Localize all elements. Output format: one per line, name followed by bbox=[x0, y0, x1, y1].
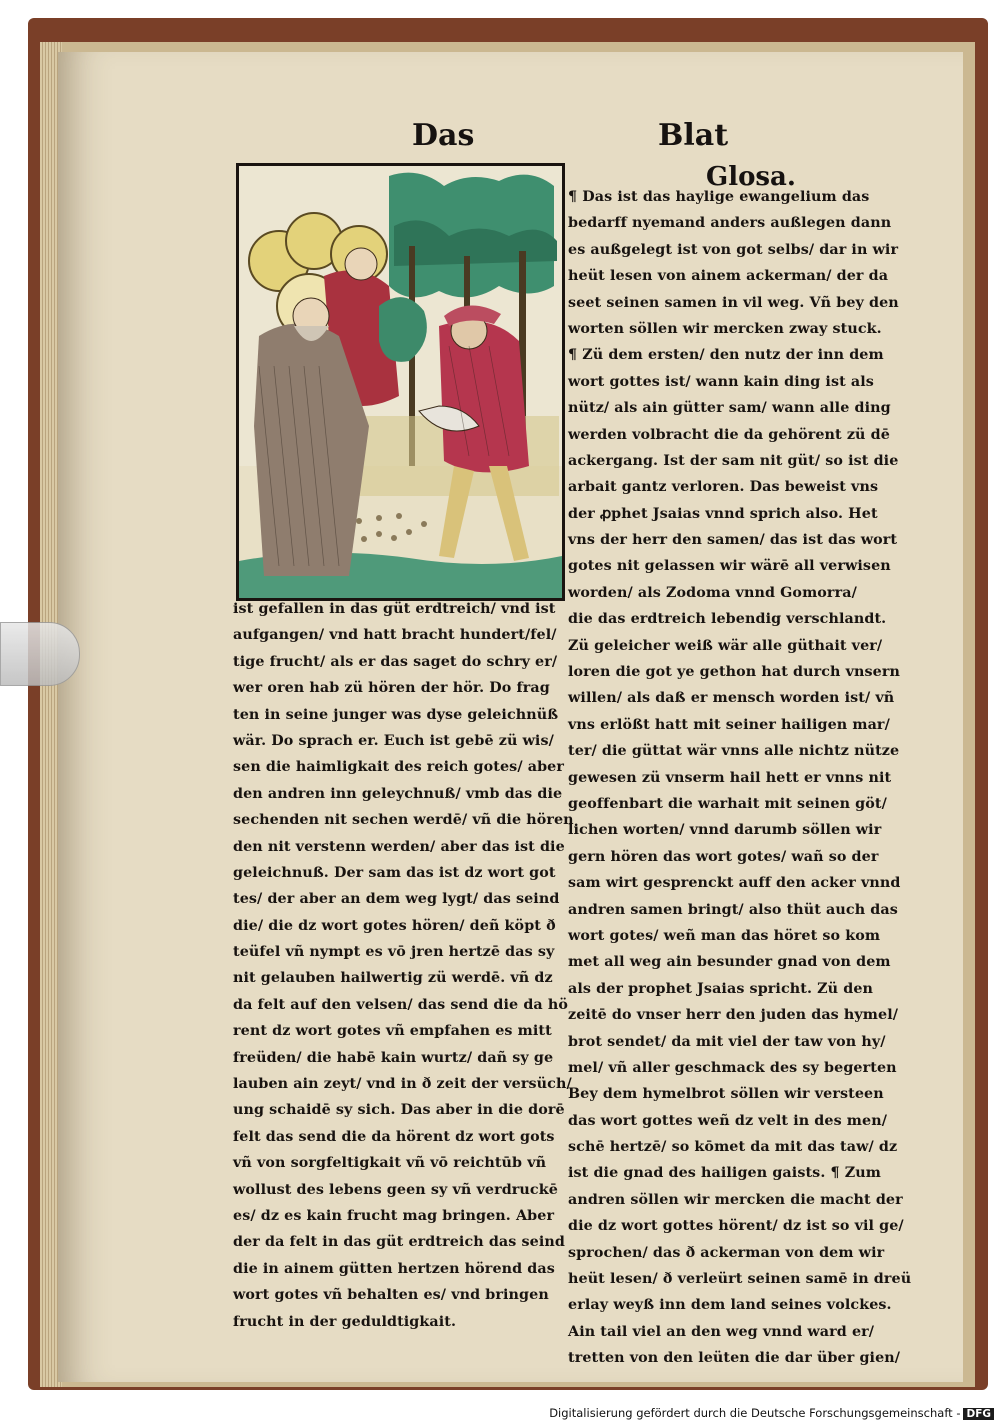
text-line: der ꝓphet Jsaias vnnd sprich also. Het bbox=[568, 505, 878, 522]
text-line: gotes nit gelassen wir wärē all verwisen bbox=[568, 558, 891, 575]
gloss-heading: Glosa. bbox=[706, 162, 796, 192]
running-head-left: Das bbox=[412, 118, 475, 153]
text-line: geoffenbart die warhait mit seinen göt/ bbox=[568, 795, 887, 812]
text-line: ist gefallen in das güt erdtreich/ vnd ist bbox=[233, 601, 556, 617]
parable-of-sower-woodcut-icon bbox=[236, 163, 565, 601]
text-line: felt das send die da hörent dz wort gots bbox=[233, 1128, 555, 1145]
text-line: rent dz wort gotes vñ empfahen es mitt bbox=[233, 1023, 552, 1040]
text-line: nütz/ als ain gütter sam/ wann alle ding bbox=[568, 400, 891, 417]
text-line: andren söllen wir mercken die macht der bbox=[568, 1191, 903, 1208]
text-line: tretten von den leüten die dar über gien/ bbox=[568, 1350, 901, 1367]
text-line: wort gottes ist/ wann kain ding ist als bbox=[568, 373, 874, 390]
text-line: wär. Do sprach er. Euch ist gebē zü wis/ bbox=[233, 732, 554, 749]
text-line: Ain tail viel an den weg vnnd ward er/ bbox=[568, 1323, 875, 1340]
text-line: lauben ain zeyt/ vnd in ð zeit der versüch/ bbox=[233, 1076, 572, 1093]
text-line: nit gelauben hailwertig zü werdē. vñ dz bbox=[233, 970, 553, 987]
footer-text: Digitalisierung gefördert durch die Deutsche Forschungsgemeinschaft - bbox=[549, 1406, 961, 1420]
text-line: der da felt in das güt erdtreich das seind bbox=[233, 1234, 565, 1251]
text-line: sprochen/ das ð ackerman von dem wir bbox=[568, 1244, 885, 1261]
text-line: sechenden nit sechen werdē/ vñ die hören bbox=[233, 812, 574, 829]
text-line: den andren inn geleychnuß/ vmb das die bbox=[233, 785, 563, 802]
text-line: loren die got ye gethon hat durch vnsern bbox=[568, 664, 900, 681]
text-line: Zü geleicher weiß wär alle güthait ver/ bbox=[568, 637, 883, 654]
text-line: met all weg ain besunder gnad von dem bbox=[568, 954, 891, 971]
text-line: geleichnuß. Der sam das ist dz wort got bbox=[233, 864, 556, 881]
text-line: wort gotes vñ behalten es/ vnd bringen bbox=[233, 1287, 549, 1304]
text-line: wer oren hab zü hören der hör. Do frag bbox=[233, 680, 550, 697]
text-line: heüt lesen/ ð verleürt seinen samē in dreü bbox=[568, 1271, 912, 1288]
text-line: ten in seine junger was dyse geleichnüß bbox=[233, 706, 559, 723]
dfg-logo: DFG bbox=[963, 1408, 994, 1420]
text-line: vns erlößt hatt mit seiner hailigen mar/ bbox=[568, 716, 890, 733]
text-line: sen die haimligkait des reich gotes/ aber bbox=[233, 759, 565, 776]
text-line: Bey dem hymelbrot söllen wir versteen bbox=[568, 1086, 884, 1103]
text-line: die dz wort gottes hörent/ dz ist so vil ge/ bbox=[568, 1218, 904, 1235]
text-line: es/ dz es kain frucht mag bringen. Aber bbox=[233, 1207, 555, 1224]
text-line: frucht in der geduldtigkait. bbox=[233, 1313, 457, 1330]
text-line: es außgelegt ist von got selbs/ dar in wir bbox=[568, 241, 899, 258]
text-line: schē hertzē/ so kōmet da mit das taw/ dz bbox=[568, 1139, 898, 1156]
text-line: werden volbracht die da gehörent zü dē bbox=[568, 426, 890, 443]
text-line: lichen worten/ vnnd darumb söllen wir bbox=[568, 822, 882, 839]
text-line: arbait gantz verloren. Das beweist vns bbox=[568, 479, 879, 496]
right-text-column bbox=[568, 184, 912, 1372]
text-line: aufgangen/ vnd hatt bracht hundert/fel/ bbox=[233, 627, 557, 644]
text-line: willen/ als daß er mensch worden ist/ vñ bbox=[568, 690, 895, 707]
footer-credit bbox=[549, 1406, 994, 1420]
running-head-right: Blat bbox=[658, 118, 729, 153]
text-line: brot sendet/ da mit viel der taw von hy/ bbox=[568, 1033, 886, 1050]
text-line: vns der herr den samen/ das ist das wort bbox=[568, 532, 898, 549]
text-line: teüfel vñ nympt es vō jren hertzē das sy bbox=[233, 944, 555, 961]
text-line: worden/ als Zodoma vnnd Gomorra/ bbox=[568, 584, 857, 601]
text-line: mel/ vñ aller geschmack des sy begerten bbox=[568, 1059, 897, 1076]
text-line: als der prophet Jsaias spricht. Zü den bbox=[568, 980, 874, 997]
text-line: den nit verstenn werden/ aber das ist die bbox=[233, 838, 565, 855]
text-line: da felt auf den velsen/ das send die da hö bbox=[233, 996, 568, 1013]
text-line: tes/ der aber an dem weg lygt/ das seind bbox=[233, 891, 560, 908]
text-line: freüden/ die habē kain wurtz/ dañ sy ge bbox=[233, 1049, 554, 1066]
text-line: seet seinen samen in vil weg. Vñ bey den bbox=[568, 294, 899, 311]
text-line: gewesen zü vnserm hail hett er vnns nit bbox=[568, 769, 892, 786]
text-line: die/ die dz wort gotes hören/ deñ köpt ð bbox=[233, 917, 556, 934]
text-line: vñ von sorgfeltigkait vñ vō reichtūb vñ bbox=[233, 1155, 547, 1172]
text-line: ung schaidē sy sich. Das aber in die dorē bbox=[233, 1102, 565, 1119]
text-line: gern hören das wort gotes/ wañ so der bbox=[568, 848, 879, 865]
text-line: sam wirt gesprenckt auff den acker vnnd bbox=[568, 875, 901, 892]
text-line: ist die gnad des hailigen gaists. ¶ Zum bbox=[568, 1165, 882, 1182]
text-line: das wort gottes weñ dz velt in des men/ bbox=[568, 1112, 888, 1129]
text-line: wollust des lebens geen sy vñ verdruckē bbox=[233, 1181, 558, 1198]
text-line: heüt lesen von ainem ackerman/ der da bbox=[568, 268, 889, 285]
text-line: ackergang. Ist der sam nit güt/ so ist die bbox=[568, 452, 899, 469]
text-line: zeitē do vnser herr den juden das hymel/ bbox=[568, 1007, 899, 1024]
text-line: bedarff nyemand anders außlegen dann bbox=[568, 215, 892, 232]
text-line: ¶ Das ist das haylige ewangelium das bbox=[568, 189, 870, 205]
text-line: erlay weyß inn dem land seines volckes. bbox=[568, 1297, 892, 1314]
text-line: ¶ Zü dem ersten/ den nutz der inn dem bbox=[568, 347, 884, 364]
text-line: wort gotes/ weñ man das höret so kom bbox=[568, 927, 881, 944]
text-line: die das erdtreich lebendig verschlandt. bbox=[568, 611, 887, 628]
page-clip bbox=[0, 622, 80, 686]
text-line: ter/ die güttat wär vnns alle nichtz nütze bbox=[568, 743, 900, 760]
left-text-column bbox=[233, 596, 574, 1335]
text-line: andren samen bringt/ also thüt auch das bbox=[568, 901, 898, 918]
text-line: tige frucht/ als er das saget do schry er/ bbox=[233, 653, 558, 670]
text-line: die in ainem gütten hertzen hörend das bbox=[233, 1260, 555, 1277]
text-line: worten söllen wir mercken zway stuck. bbox=[568, 320, 882, 337]
